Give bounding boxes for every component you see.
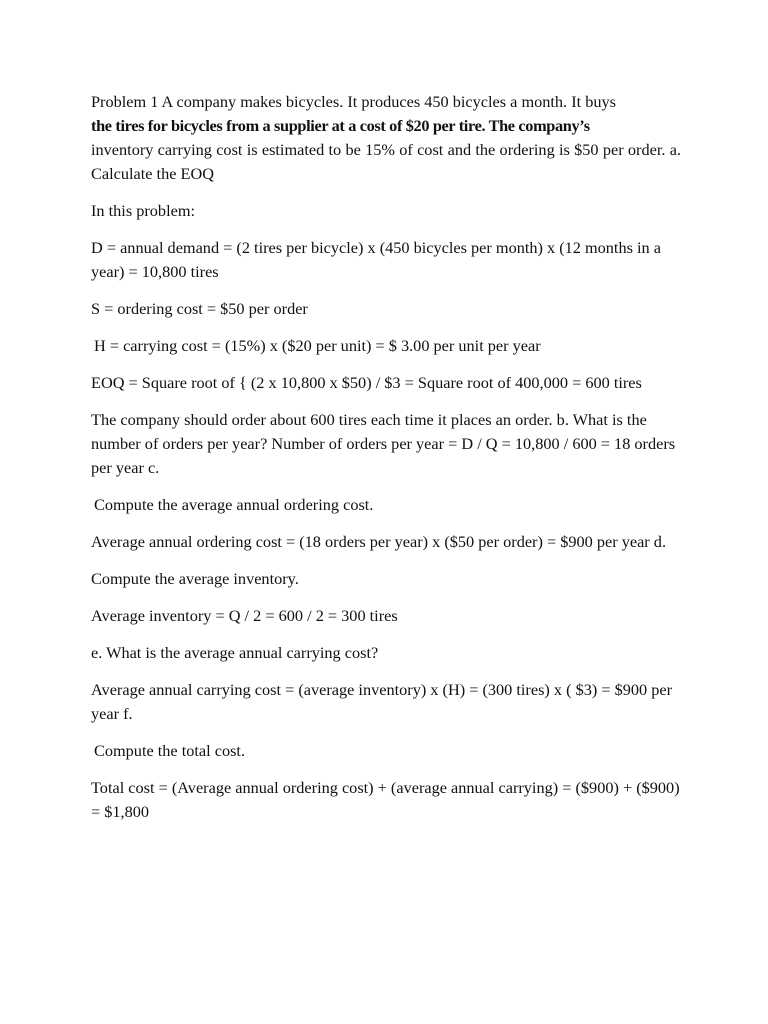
demand-formula: D = annual demand = (2 tires per bicycle) x (450 bicycles per month) x (12 months in a year) = 10,800 tires (91, 238, 661, 281)
document-body (91, 90, 681, 837)
compute-inventory-heading: Compute the average inventory. (91, 569, 299, 588)
carrying-cost-formula: H = carrying cost = (15%) x ($20 per unit) = $ 3.00 per unit per year (94, 336, 541, 355)
avg-ordering-cost-formula: Average annual ordering cost = (18 orders per year) x ($50 per order) = $900 per year d. (91, 532, 667, 551)
orders-per-year-paragraph: The company should order about 600 tires each time it places an order. b. What is the number of orders per year? Number of orders per year = D / Q = 10,800 / 600 = 18 orders per year c. (91, 410, 676, 477)
problem-line-3: inventory carrying cost is estimated to be 15% of cost and the ordering is $50 per order. a. Calculate the EOQ (91, 140, 681, 183)
avg-inventory-formula: Average inventory = Q / 2 = 600 / 2 = 300 tires (91, 606, 398, 625)
eoq-formula: EOQ = Square root of { (2 x 10,800 x $50) / $3 = Square root of 400,000 = 600 tires (91, 373, 642, 392)
avg-carrying-cost-formula: Average annual carrying cost = (average inventory) x (H) = (300 tires) x ( $3) = $900 per year f. (91, 680, 673, 723)
problem-line-1: Problem 1 A company makes bicycles. It produces 450 bicycles a month. It buys (91, 92, 616, 111)
problem-line-2: the tires for bicycles from a supplier at a cost of $20 per tire. The company’s (91, 116, 590, 135)
total-cost-formula: Total cost = (Average annual ordering cost) + (average annual carrying) = ($900) + ($900) = $1,800 (91, 778, 680, 821)
question-e: e. What is the average annual carrying cost? (91, 643, 379, 662)
compute-ordering-cost-heading: Compute the average annual ordering cost. (94, 495, 374, 514)
in-this-problem-label: In this problem: (91, 201, 196, 220)
compute-total-heading: Compute the total cost. (94, 741, 246, 760)
ordering-cost-formula: S = ordering cost = $50 per order (91, 299, 308, 318)
problem-statement (91, 90, 681, 186)
